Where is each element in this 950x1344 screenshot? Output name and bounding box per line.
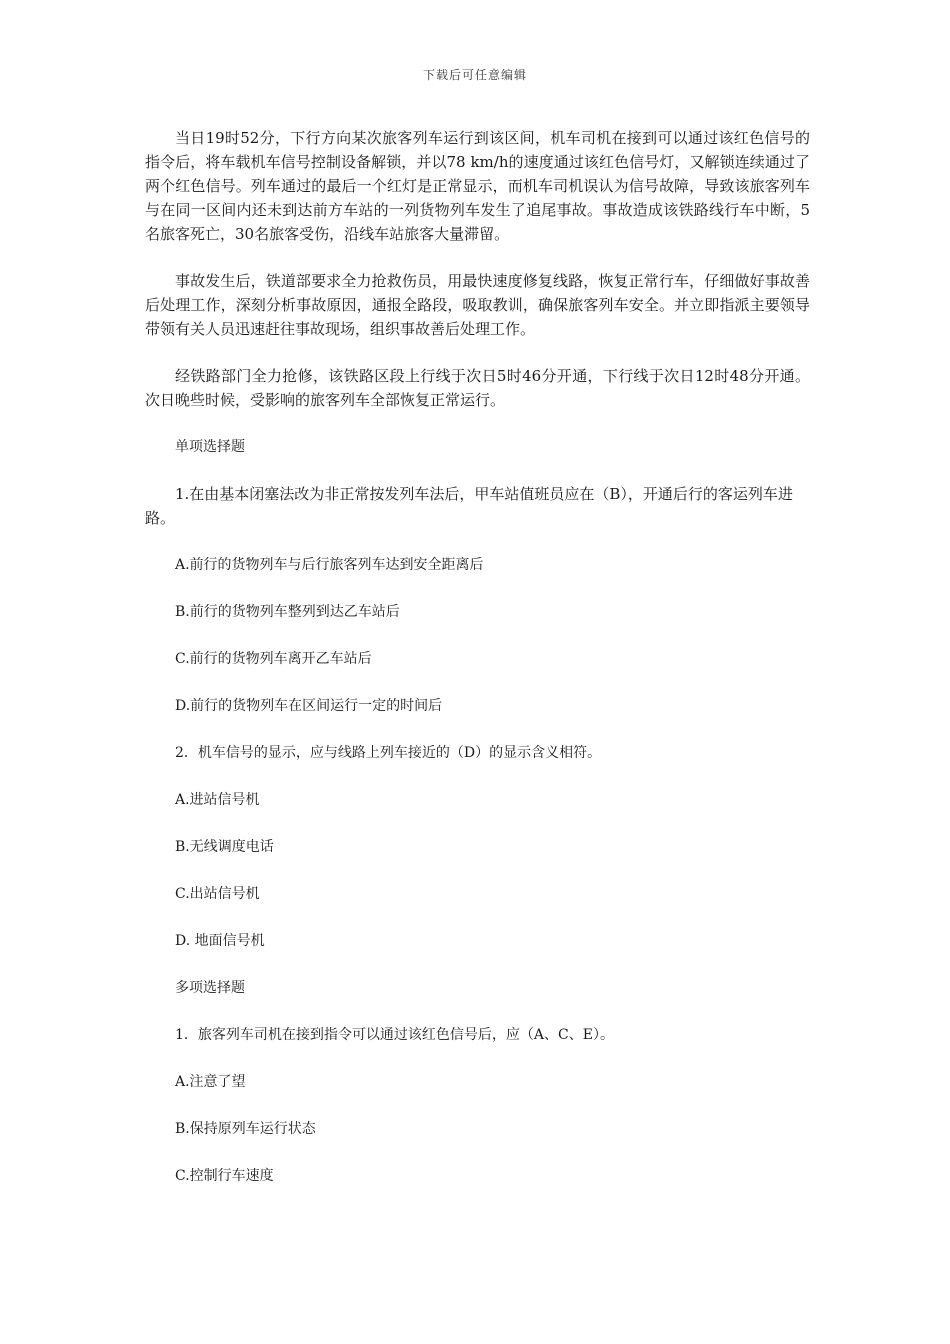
single-choice-q2-option-c: C.出站信号机 — [175, 886, 260, 902]
single-choice-q1-option-d: D.前行的货物列车在区间运行一定的时间后 — [175, 698, 443, 714]
page-header: 下载后可任意编辑 — [422, 68, 527, 82]
single-choice-q1-option-b: B.前行的货物列车整列到达乙车站后 — [175, 604, 400, 620]
single-choice-q1-option-c: C.前行的货物列车离开乙车站后 — [175, 651, 372, 667]
multi-choice-q1-option-c: C.控制行车速度 — [175, 1168, 274, 1184]
multi-choice-question-1: 1．旅客列车司机在接到指令可以通过该红色信号后，应（A、C、E）。 — [175, 1027, 614, 1043]
single-choice-question-2: 2．机车信号的显示，应与线路上列车接近的（D）的显示含义相符。 — [175, 745, 602, 761]
single-choice-q1-option-a: A.前行的货物列车与后行旅客列车达到安全距离后 — [175, 557, 484, 573]
single-choice-question-1: 1.在由基本闭塞法改为非正常按发列车法后，甲车站值班员应在（B），开通后行的客运列车进路。 — [145, 485, 793, 527]
single-choice-heading: 单项选择题 — [175, 439, 245, 455]
paragraph-recovery: 经铁路部门全力抢修，该铁路区段上行线于次日5时46分开通，下行线于次日12时48分开通。次日晚些时候，受影响的旅客列车全部恢复正常运行。 — [145, 367, 810, 409]
single-choice-q2-option-a: A.进站信号机 — [175, 792, 260, 808]
paragraph-accident-description: 当日19时52分，下行方向某次旅客列车运行到该区间，机车司机在接到可以通过该红色信号的指令后，将车载机车信号控制设备解锁，并以78 km/h的速度通过该红色信号灯，又解锁连续通过了两个红色信号。列车通过的最后一个红灯是正常显示，而机车司机误认为信号故障，导致该旅客列车与在同一区间内还未到达前方车站的一列货物列车发生了追尾事故。事故造成该铁路线行车中断，5名旅客死亡，30名旅客受伤，沿线车站旅客大量滞留。 — [145, 129, 810, 243]
multi-choice-q1-option-a: A.注意了望 — [175, 1074, 246, 1090]
multi-choice-heading: 多项选择题 — [175, 980, 245, 996]
document-body — [145, 126, 810, 1211]
single-choice-q2-option-b: B.无线调度电话 — [175, 839, 274, 855]
paragraph-response: 事故发生后，铁道部要求全力抢救伤员，用最快速度修复线路，恢复正常行车，仔细做好事故善后处理工作，深刻分析事故原因，通报全路段，吸取教训，确保旅客列车安全。并立即指派主要领导带领有关人员迅速赶往事故现场，组织事故善后处理工作。 — [145, 272, 810, 338]
multi-choice-q1-option-b: B.保持原列车运行状态 — [175, 1121, 316, 1137]
single-choice-q2-option-d: D. 地面信号机 — [175, 933, 265, 949]
